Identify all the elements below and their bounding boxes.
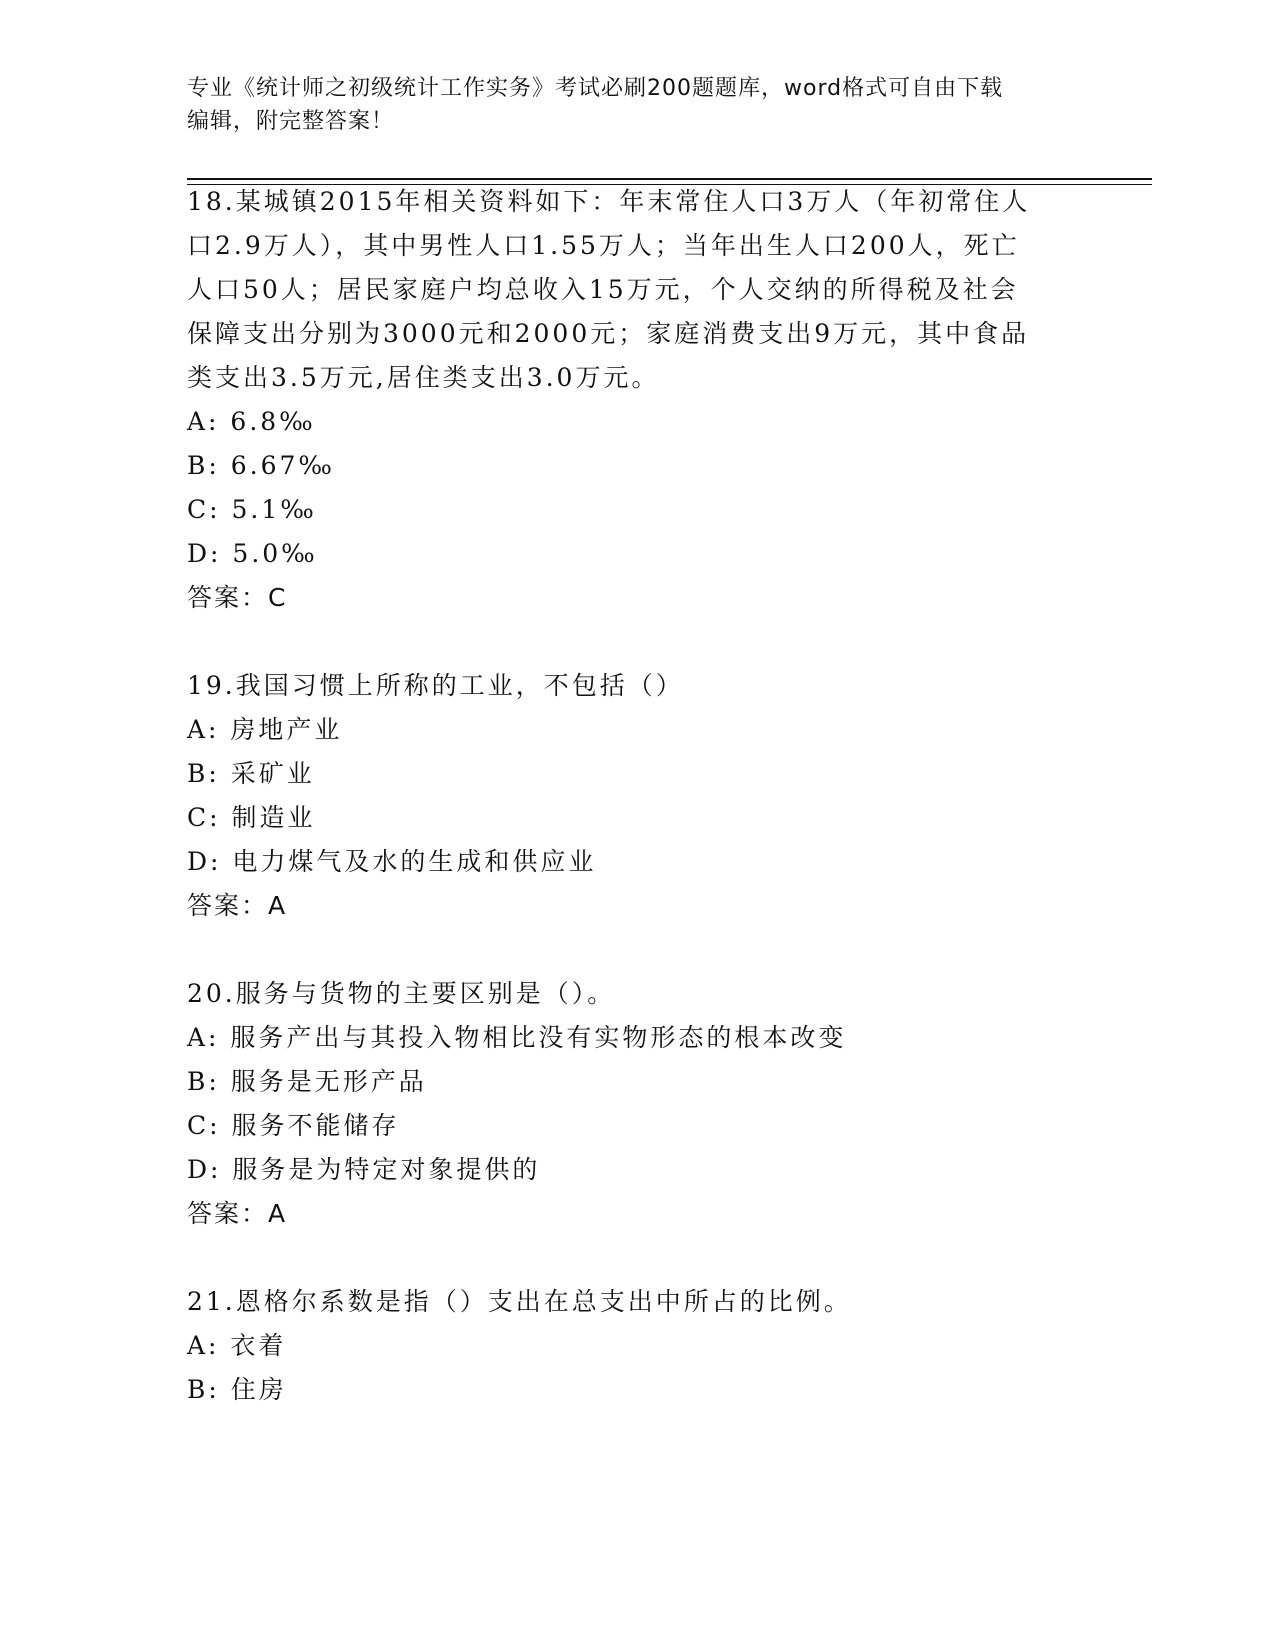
header-divider-thin [187,184,1152,185]
header-line-1: 专业《统计师之初级统计工作实务》考试必刷200题题库，word格式可自由下载 [187,76,1004,101]
q18-option-c: C: 5.1‰ [187,495,317,524]
header-line-2: 编辑，附完整答案！ [187,109,395,134]
q19-option-c: C: 制造业 [187,803,316,832]
q18-stem-line-3: 人口50人；居民家庭户均总收入15万元，个人交纳的所得税及社会 [187,275,1019,304]
q20-option-a: A: 服务产出与其投入物相比没有实物形态的根本改变 [187,1023,847,1052]
q19-stem: 19.我国习惯上所称的工业，不包括（） [187,671,684,700]
q20-option-c: C: 服务不能储存 [187,1111,400,1140]
q18-stem-line-5: 类支出3.5万元,居住类支出3.0万元。 [187,363,660,392]
q19-option-a: A: 房地产业 [187,715,343,744]
q19-option-b: B: 采矿业 [187,759,315,788]
document-header [187,72,1067,138]
q18-option-a: A: 6.8‰ [187,407,316,436]
q21-option-a: A: 衣着 [187,1331,287,1360]
q18-option-d: D: 5.0‰ [187,539,318,568]
header-divider-thick [187,178,1152,180]
q18-option-b: B: 6.67‰ [187,451,335,480]
q18-stem-line-4: 保障支出分别为3000元和2000元；家庭消费支出9万元，其中食品 [187,319,1030,348]
q18-answer: 答案：C [187,583,288,612]
q20-option-b: B: 服务是无形产品 [187,1067,427,1096]
q20-answer: 答案：A [187,1199,288,1228]
q21-stem: 21.恩格尔系数是指（）支出在总支出中所占的比例。 [187,1287,852,1316]
q19-answer: 答案：A [187,891,288,920]
q21-option-b: B: 住房 [187,1375,287,1404]
q18-stem-line-2: 口2.9万人），其中男性人口1.55万人；当年出生人口200人，死亡 [187,231,1020,260]
q20-option-d: D: 服务是为特定对象提供的 [187,1155,541,1184]
q19-option-d: D: 电力煤气及水的生成和供应业 [187,847,597,876]
q20-stem: 20.服务与货物的主要区别是（）。 [187,979,616,1008]
q18-stem-line-1: 18.某城镇2015年相关资料如下：年末常住人口3万人（年初常住人 [187,187,1031,216]
